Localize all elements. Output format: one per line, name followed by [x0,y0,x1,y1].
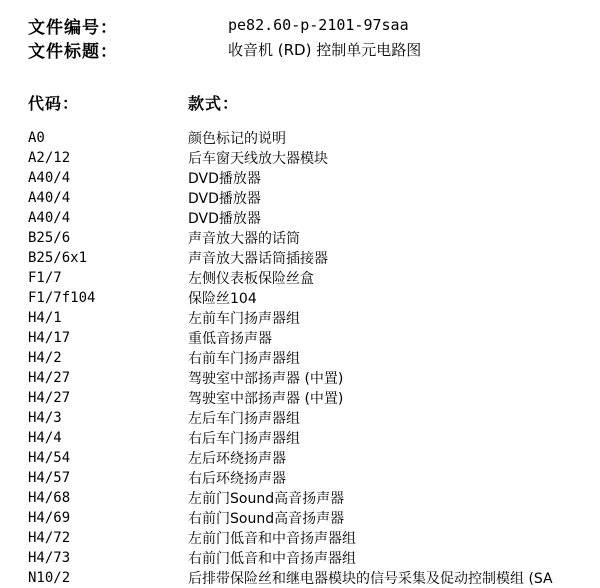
component-list [28,128,600,588]
file-title-value: 收音机 (RD) 控制单元电路图 [228,40,422,59]
file-title-row [28,38,421,60]
component-description: 保险丝104 [188,291,257,307]
component-description: 左后车门扬声器组 [188,411,300,427]
table-row [28,448,600,468]
component-description: 驾驶室中部扬声器 (中置) [188,371,344,387]
component-description: 后车窗天线放大器模块 [188,151,328,167]
component-description: 后排带保险丝和继电器模块的信号采集及促动控制模组 (SA [188,571,553,587]
component-code: A40/4 [28,170,71,186]
component-description: 左前门Sound高音扬声器 [188,491,345,507]
component-code: A40/4 [28,190,71,206]
component-code: H4/27 [28,390,71,406]
component-description: 左前车门扬声器组 [188,311,300,327]
component-description: 右前门低音和中音扬声器组 [188,551,356,567]
table-row [28,468,600,488]
component-code: H4/73 [28,550,71,566]
component-code: H4/68 [28,490,71,506]
table-row [28,228,600,248]
component-code: B25/6x1 [28,250,88,266]
component-code: H4/1 [28,310,62,326]
table-row [28,248,600,268]
component-code: F1/7f104 [28,290,96,306]
component-code: H4/54 [28,450,71,466]
table-row [28,168,600,188]
table-row [28,528,600,548]
component-description: 左后环绕扬声器 [188,451,286,467]
file-title-label: 文件标题： [28,41,118,62]
component-description: 左侧仪表板保险丝盒 [188,271,314,287]
component-code: H4/72 [28,530,71,546]
table-row [28,268,600,288]
component-description: 颜色标记的说明 [188,131,286,147]
file-number-row [28,14,409,36]
table-row [28,508,600,528]
component-description: DVD播放器 [188,211,261,227]
table-row [28,208,600,228]
component-description: 右后车门扬声器组 [188,431,300,447]
component-description: 右前车门扬声器组 [188,351,300,367]
component-description: DVD播放器 [188,171,261,187]
component-code: F1/7 [28,270,62,286]
file-number-value: pe82.60-p-2101-97saa [228,16,409,34]
table-row [28,488,600,508]
component-description: 左前门低音和中音扬声器组 [188,531,356,547]
component-description: 重低音扬声器 [188,331,272,347]
component-description: 驾驶室中部扬声器 (中置) [188,391,344,407]
table-row [28,148,600,168]
component-description: 声音放大器的话筒 [188,231,300,247]
code-column-header: 代码： [28,93,80,113]
table-row [28,368,600,388]
component-description: 右前门Sound高音扬声器 [188,511,345,527]
component-code: H4/3 [28,410,62,426]
component-code: H4/2 [28,350,62,366]
component-code: B25/6 [28,230,71,246]
table-row [28,188,600,208]
table-header [28,91,239,113]
table-row [28,128,600,148]
table-row [28,428,600,448]
file-number-label: 文件编号： [28,17,118,38]
table-row [28,288,600,308]
desc-column-header: 款式： [188,93,240,113]
table-row [28,328,600,348]
component-code: A2/12 [28,150,71,166]
table-row [28,388,600,408]
table-row [28,408,600,428]
table-row [28,308,600,328]
component-code: H4/57 [28,470,71,486]
table-row [28,568,600,588]
table-row [28,348,600,368]
component-code: H4/27 [28,370,71,386]
component-description: 声音放大器话筒插接器 [188,251,328,267]
component-code: H4/69 [28,510,71,526]
component-code: H4/17 [28,330,71,346]
component-description: 右后环绕扬声器 [188,471,286,487]
component-code: A0 [28,130,45,146]
component-code: H4/4 [28,430,62,446]
component-code: N10/2 [28,570,71,586]
component-description: DVD播放器 [188,191,261,207]
table-row [28,548,600,568]
component-code: A40/4 [28,210,71,226]
